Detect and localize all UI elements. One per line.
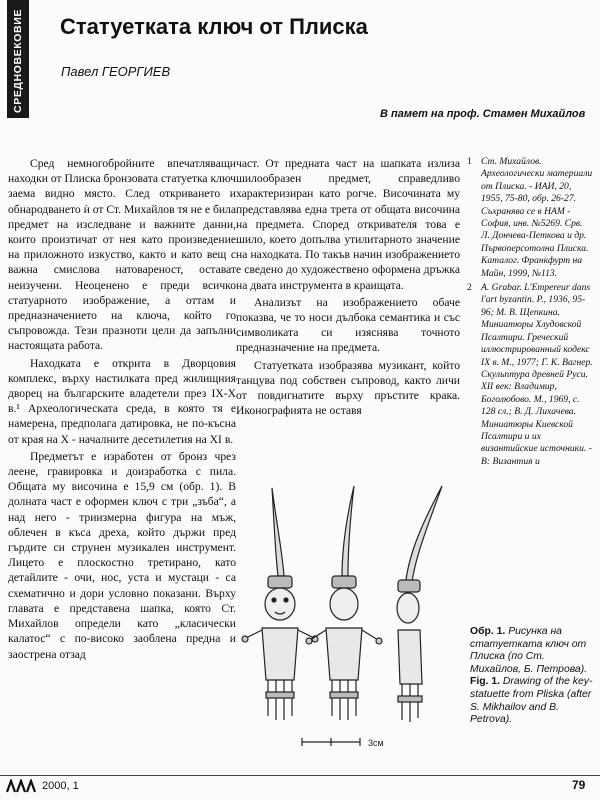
scale-label: 3см	[368, 738, 384, 748]
paragraph: Предметът е изработен от бронз чрез леене, гравировка и доизработка с пила. Общата му височина е 15,9 см (обр. 1). В долната част е оформен ключ с три „зъба“, а над него - триизмерна фигура на мъж, облечен в къса дреха, който държи пред гърдите си струнен музикален инструмент. Лицето е плоскостно третирано, като детайлите - очи, нос, уста и мустаци - са схематично и дори условно показани. Върху главата е представена шапка, която Ст. Михайлов определи като „класически калатос“ с по-високо заоблена предна и заострена отзад	[8, 449, 236, 661]
paragraph: Сред немногобройните впечатляващи находки от Плиска бронзовата статуетка ключ заема видно място. След откриването и обнародването ѝ от Ст. Михайлов тя не е била предмет на изследване и важните данни, които произтичат от нея като произведение на приложното изкуство, както и като вещ с важна смислова натовареност, остават неизучени. Неоценено е преди всичко статуарното изображение, а оттам и предназначението на ключа, който го съпровожда. Тези празноти цели да запълни настоящата работа.	[8, 157, 236, 353]
statuette-back-view	[306, 486, 382, 720]
statuette-front-view	[242, 488, 318, 720]
caption-bg-text: Рисунка на статуетката ключ от Плиска (по Ст. Михайлов, Б. Петрова).	[470, 626, 588, 675]
statuette-side-view	[397, 486, 442, 722]
page-number: 79	[572, 778, 586, 792]
section-label: СРЕДНОВЕКОВИЕ	[12, 9, 24, 113]
text-column-middle	[236, 156, 460, 418]
figure-key-statuette-drawing	[238, 480, 454, 760]
section-sidebar	[7, 0, 29, 118]
caption-en-text: Drawing of the key-statuette from Pliska (after S. Mikhailov and B. Petrova).	[470, 676, 593, 726]
footnote-text: Ст. Михайлов. Археологически материали от Плиска. - ИАИ, 20, 1955, 75-80, обр. 26-27. Съхранява се в НАМ - София, инв. №5269. Срв. Л. Дончева-Петкова и др. Първоперсотолна Плиска. Каталог. Франкфурт на Майн, 1999, №113.	[481, 156, 593, 279]
dedication: В памет на проф. Стамен Михайлов	[380, 108, 586, 120]
paragraph: Находката е открита в Дворцовия комплекс, върху настилката пред жилищния дворец на българските владетели през IX-X в.¹ Археологическата среда, в която тя е намерена, предполага датировка, не по-късна от края на X - началните десетилетия на XI в.	[8, 356, 236, 446]
paragraph: Анализът на изображението обаче показва, че то носи дълбока семантика и със символиката си изяснява точното предназначение на предмета.	[236, 295, 460, 355]
article-author: Павел ГЕОРГИЕВ	[61, 64, 171, 79]
issue-number: 2000, 1	[42, 780, 79, 792]
footnote	[467, 156, 593, 280]
footnote-text: A. Grabar. L'Empereur dans l'art byzantin. P., 1936, 95-96; М. В. Щепкина. Миниатюры Хлудовской Псалтири. Греческий иллюстрированный кодекс IX в. М., 1977; Г. К. Вагнер. Скульптура древней Руси. XII век: Владимир, Боголюбово. М., 1969, с. 128 сл.; В. Д. Лихачева. Миниатюры Киевской Псалтири и их византийские источники. - В: Византия и	[481, 282, 593, 467]
footnote-number: 2	[467, 282, 472, 294]
caption-bg-label: Обр. 1.	[470, 626, 506, 637]
footnote	[467, 282, 593, 468]
article-title: Статуетката ключ от Плиска	[60, 14, 368, 39]
text-column-left	[8, 156, 236, 662]
scale-bar	[302, 738, 360, 746]
caption-bg	[470, 626, 595, 676]
footnotes-column	[467, 156, 593, 470]
footnote-number: 1	[467, 156, 472, 167]
paragraph: част. От предната част на шапката излиза шилообразен предмет, справедливо характеризиран като рогче. Височината му представлява една трета от общата височина на предмета. Според откривателя това е шило, което допълва утилитарното значение на находката. По такъв начин изображението е сведено до художествено оформена дръжка на двата инструмента в краищата.	[236, 157, 460, 292]
paragraph: Статуетката изобразява музикант, който танцува под собствен съпровод, както личи от повдигнатите върху пръстите крака. Иконографията не оставя	[236, 358, 460, 418]
footer-rule	[0, 775, 600, 776]
journal-logo-icon	[6, 779, 40, 793]
caption-en-label: Fig. 1.	[470, 676, 501, 688]
figure-caption	[470, 626, 595, 727]
caption-en	[470, 676, 595, 726]
